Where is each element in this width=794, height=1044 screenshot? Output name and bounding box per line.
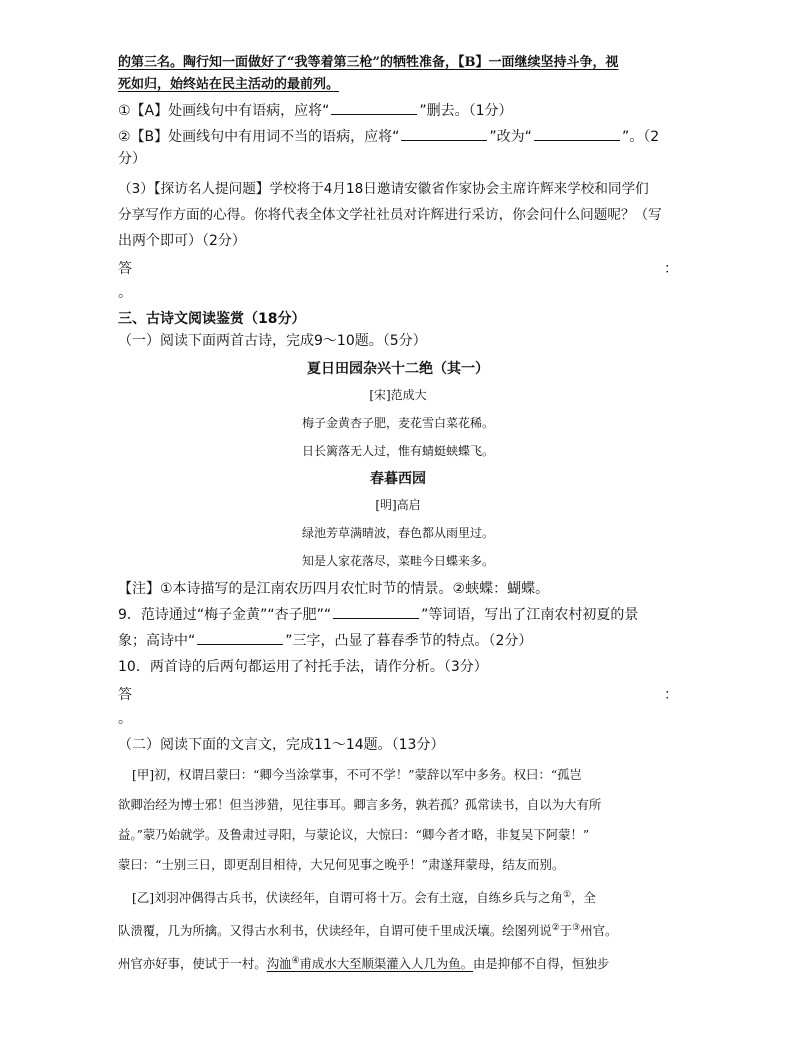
poem-author: [宋]范成大 (369, 388, 427, 402)
underlined-sentence-a: 的第三名。陶行知一面做好了“我等着第三枪”的牺牲准备， (118, 55, 458, 70)
footnote-marker: ② (551, 923, 560, 934)
answer-end: 。 (118, 711, 132, 727)
answer-blank[interactable] (401, 126, 487, 141)
poem-title: 春暮西园 (370, 471, 426, 487)
answer-line[interactable]: 答 ： (118, 261, 678, 277)
footnote-marker: ① (562, 890, 572, 900)
answer-blank[interactable] (333, 604, 419, 619)
classical-text-jia: [甲]初，权谓吕蒙曰：“卿今当涂掌事，不可不学！”蒙辞以军中多务。权曰：“孤岂 欲卿治经为博士邪！但当涉猎，见往事耳。卿言多务，孰若孤？孤常读书，自以为大有所 益。”蒙乃始就学。及鲁肃过寻阳，与蒙论议，大惊曰：“卿今者才略，非复吴下阿蒙！” 蒙曰：“士别三日，即更刮目相待，大兄何见事之晚乎！”肃遂拜蒙母，结友而别。 (118, 767, 602, 872)
answer-end: 。 (118, 285, 132, 301)
passage-line: 死如归，始终站在民主活动的最前列。 (118, 77, 340, 92)
passage-line (118, 52, 678, 74)
part-heading: （一）阅读下面两首古诗，完成9～10题。（5分） (118, 333, 427, 349)
poem-line: 知是人家花落尽，菜畦今日蝶来多。 (301, 554, 494, 568)
question-9-cont: 象；高诗中“ ”三字，凸显了暮春季节的特点。（2分） (118, 630, 678, 652)
question-b-cont: 分） (118, 151, 146, 167)
answer-line[interactable]: 答 ： (118, 687, 678, 703)
poem-line: 梅子金黄杏子肥，麦花雪白菜花稀。 (301, 416, 494, 430)
question-10: 10．两首诗的后两句都运用了衬托手法，请作分析。（3分） (118, 659, 488, 675)
marked-sentence-b: 【B】一面继续坚持斗争，视 (457, 55, 619, 70)
answer-blank[interactable] (534, 126, 620, 141)
footnote-marker: ③ (572, 923, 581, 934)
answer-blank[interactable] (331, 100, 417, 115)
poem-author: [明]高启 (375, 498, 421, 512)
question-9: 9．范诗通过“梅子金黄”“杏子肥”“ ”等词语，写出了江南农村初夏的景 (118, 604, 678, 626)
underlined-sentence: 沟洫④甫成水大至顺渠灌入人几为鱼。 (266, 956, 474, 972)
question-a: ①【A】处画线句中有语病，应将“ ”删去。（1分） (118, 100, 678, 122)
question-3: 分享写作方面的心得。你将代表全体文学社社员对许辉进行采访，你会问什么问题呢？（写 (118, 207, 662, 223)
question-b: ②【B】处画线句中有用词不当的语病，应将“ ”改为“ ”。（2 (118, 126, 678, 148)
poem-title: 夏日田园杂兴十二绝（其一） (307, 361, 489, 377)
part-heading: （二）阅读下面的文言文，完成11～14题。（13分） (118, 737, 445, 753)
poem-line: 绿池芳草满晴波，春色都从雨里过。 (301, 526, 494, 540)
annotation-note: 【注】①本诗描写的是江南农历四月农忙时节的情景。②蛱蝶：蝴蝶。 (118, 581, 550, 597)
question-3: （3）【探访名人提问题】学校将于4月18日邀请安徽省作家协会主席许辉来学校和同学们 (118, 181, 649, 197)
section-heading: 三、古诗文阅读鉴赏（18分） (118, 311, 306, 327)
poem-line: 日长篱落无人过，惟有蜻蜓蛱蝶飞。 (301, 444, 494, 458)
question-3: 出两个即可）（2分） (118, 233, 246, 249)
classical-text-yi: [乙]刘羽冲偶得古兵书，伏读经年，自谓可将十万。会有土寇，自练乡兵与之角①，全 队溃覆，几为所擒。又得古水利书，伏读经年，自谓可使千里成沃壤。绘图列说②于③州官。 州官亦好事，使试于一村。沟洫④甫成水大至顺渠灌入人几为鱼。由是抑郁不自得，恒独步 (118, 890, 618, 972)
answer-blank[interactable] (197, 630, 283, 645)
footnote-marker: ④ (291, 956, 300, 967)
exam-page (118, 52, 678, 975)
